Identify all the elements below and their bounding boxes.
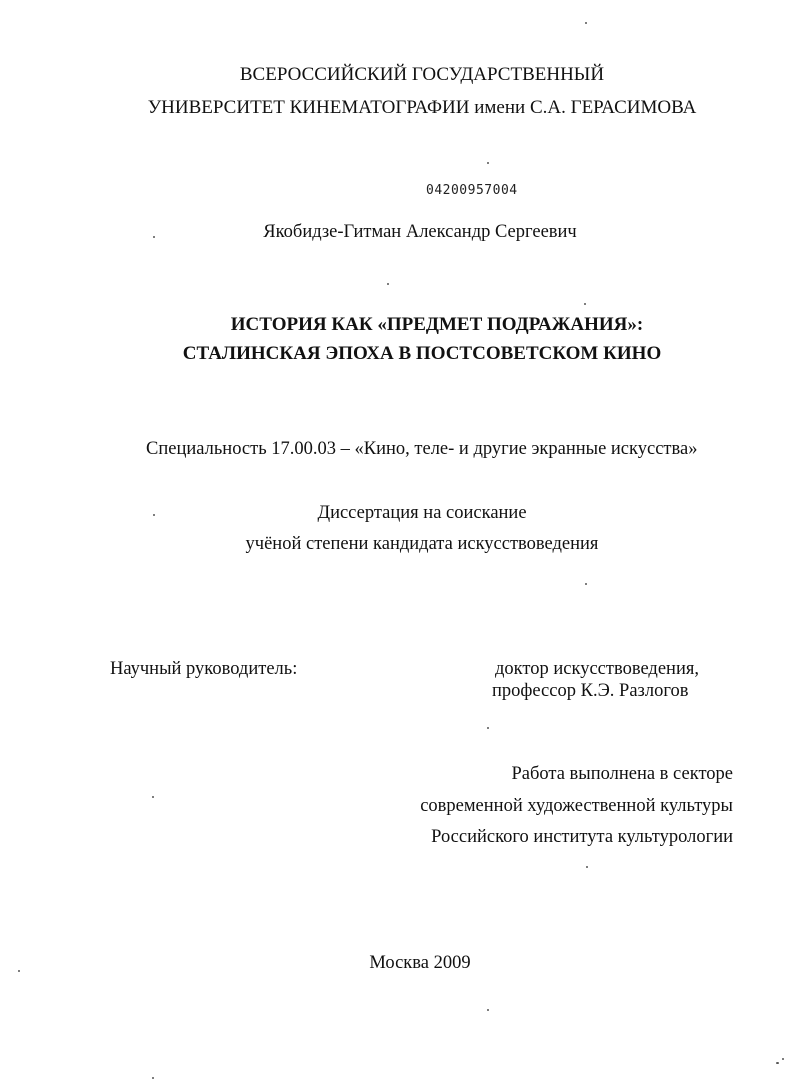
scan-speck (586, 866, 588, 868)
scan-speck (387, 283, 389, 285)
supervisor-label: Научный руководитель: (110, 659, 298, 679)
scan-speck (18, 970, 20, 972)
scan-speck (782, 1058, 784, 1060)
city-year: Москва 2009 (369, 953, 471, 973)
scan-speck (585, 583, 587, 585)
supervisor-degree: доктор искусствоведения, (495, 659, 699, 679)
dissertation-purpose-line-2: учёной степени кандидата искусствоведения (245, 534, 599, 554)
scan-speck (487, 162, 489, 164)
institution-line-1: Работа выполнена в секторе (511, 764, 733, 784)
scan-speck (153, 514, 155, 516)
scan-speck (153, 236, 155, 238)
specialty: Специальность 17.00.03 – «Кино, теле- и другие экранные искусства» (146, 439, 698, 459)
scan-speck (584, 303, 586, 305)
scan-speck (487, 727, 489, 729)
dissertation-purpose-line-1: Диссертация на соискание (317, 503, 527, 523)
institution-line-2: современной художественной культуры (420, 796, 733, 816)
scan-speck (152, 796, 154, 798)
dissertation-title-line-2: СТАЛИНСКАЯ ЭПОХА В ПОСТСОВЕТСКОМ КИНО (182, 343, 662, 364)
supervisor-name: профессор К.Э. Разлогов (492, 681, 689, 701)
university-name-line-1: ВСЕРОССИЙСКИЙ ГОСУДАРСТВЕННЫЙ (239, 64, 605, 85)
university-name-line-2: УНИВЕРСИТЕТ КИНЕМАТОГРАФИИ имени С.А. ГЕРАСИМОВА (147, 97, 697, 118)
author-name: Якобидзе-Гитман Александр Сергеевич (263, 222, 577, 242)
institution-line-3: Российского института культурологии (431, 827, 733, 847)
scan-speck (776, 1062, 779, 1064)
scan-speck (487, 1009, 489, 1011)
dissertation-title-line-1: ИСТОРИЯ КАК «ПРЕДМЕТ ПОДРАЖАНИЯ»: (230, 314, 644, 335)
scan-speck (152, 1077, 154, 1079)
catalog-code: 04200957004 (426, 183, 518, 198)
scan-speck (585, 22, 587, 24)
